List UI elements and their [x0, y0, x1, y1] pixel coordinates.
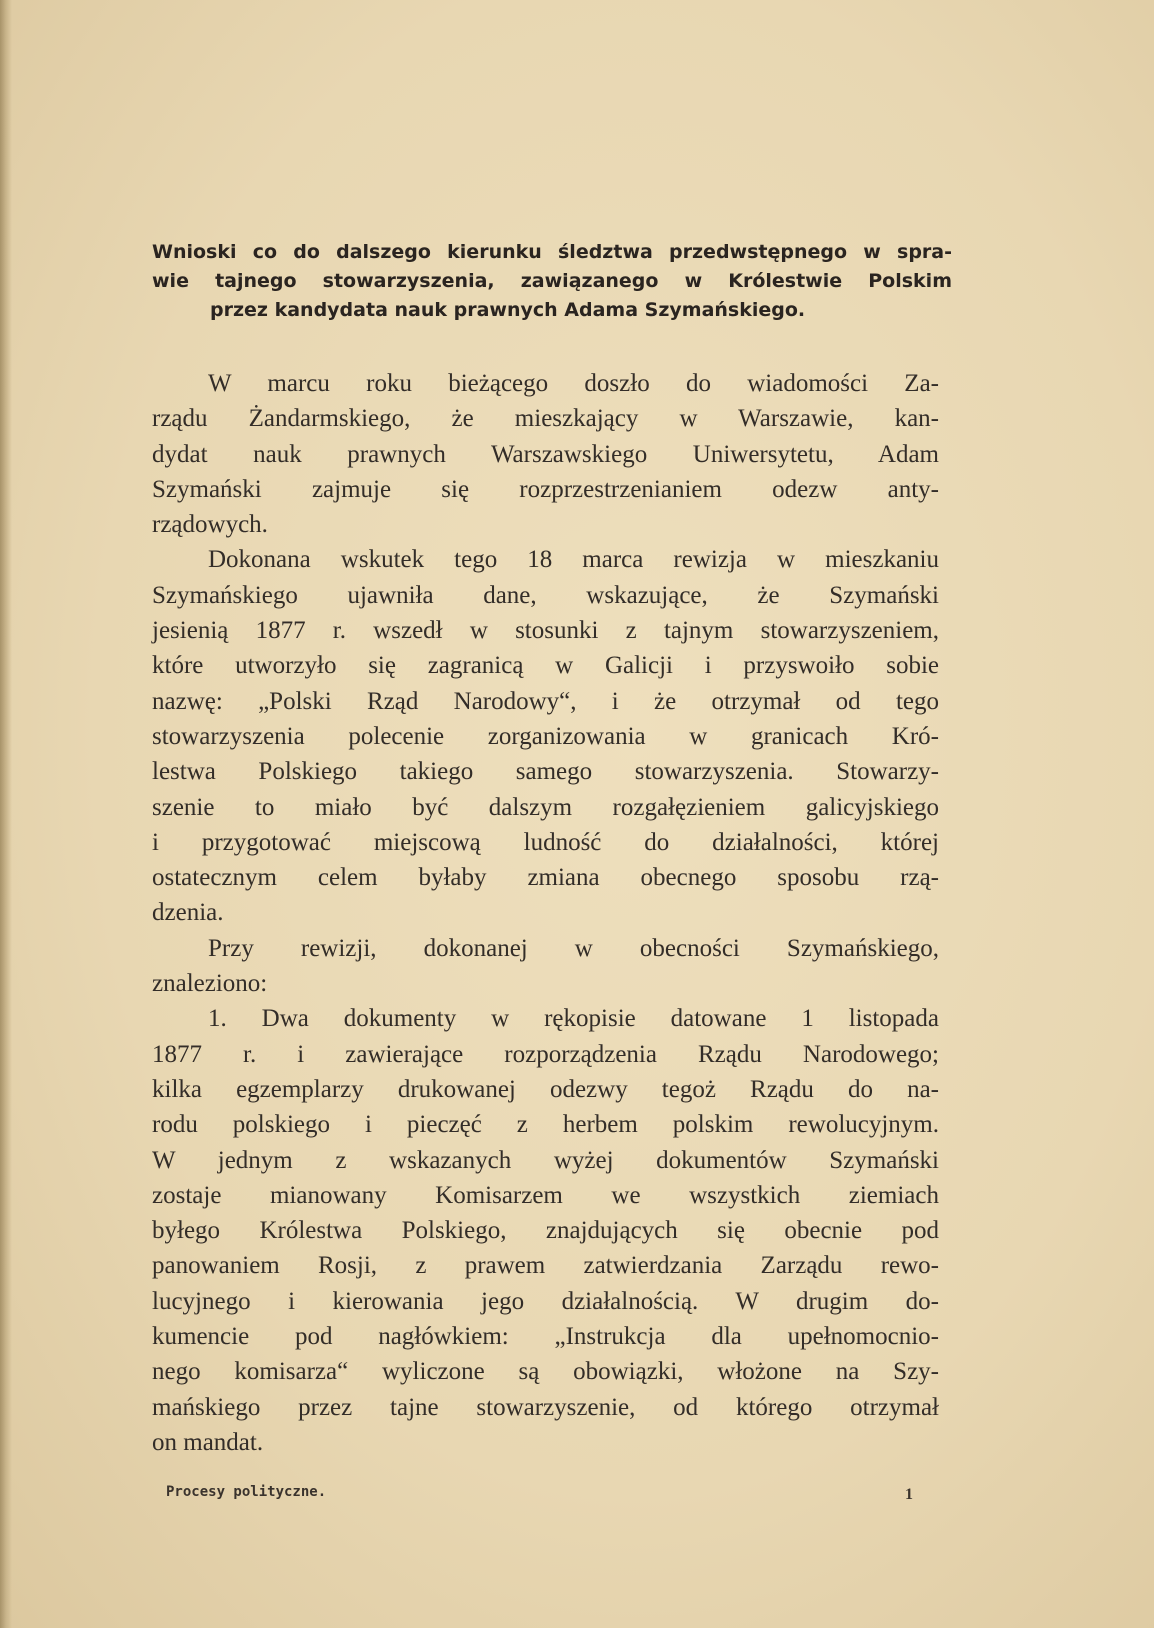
page-number: 1: [905, 1486, 913, 1503]
body-line: szenie to miało być dalszym rozgałęzieniem galicyjskiego: [152, 793, 939, 821]
body-line: nazwę: „Polski Rząd Narodowy“, i że otrzymał od tego: [152, 687, 939, 715]
body-line: które utworzyło się zagranicą w Galicji i przyswoiło sobie: [152, 652, 939, 680]
body-line: lucyjnego i kierowania jego działalnością. W drugim do-: [152, 1287, 939, 1315]
body-line: Dokonana wskutek tego 18 marca rewizja w mieszkaniu: [208, 546, 939, 574]
body-line: 1877 r. i zawierające rozporządzenia Rządu Narodowego;: [152, 1040, 939, 1068]
heading-line: Wnioski co do dalszego kierunku śledztwa przedwstępnego w spra-: [152, 241, 952, 263]
body-line: zostaje mianowany Komisarzem we wszystkich ziemiach: [152, 1181, 939, 1209]
body-line: W marcu roku bieżącego doszło do wiadomości Za-: [208, 370, 939, 397]
footer-title: Procesy polityczne.: [166, 1484, 327, 1500]
document-heading: [152, 238, 952, 325]
body-line: on mandat.: [152, 1428, 264, 1456]
body-line: Szymańskiego ujawniła dane, wskazujące, że Szymański: [152, 581, 939, 609]
body-line: nego komisarza“ wyliczone są obowiązki, włożone na Szy-: [152, 1358, 939, 1386]
body-line: znaleziono:: [152, 970, 268, 998]
body-line: byłego Królestwa Polskiego, znajdujących się obecnie pod: [152, 1217, 939, 1245]
body-line: i przygotować miejscową ludność do działalności, której: [152, 828, 939, 856]
body-line: kumencie pod nagłówkiem: „Instrukcja dla upełnomocnio-: [152, 1323, 939, 1351]
body-line: dzenia.: [152, 899, 224, 927]
body-line: jesienią 1877 r. wszedł w stosunki z tajnym stowarzyszeniem,: [152, 617, 939, 645]
body-line: Przy rewizji, dokonanej w obecności Szymańskiego,: [208, 934, 939, 962]
body-line: 1. Dwa dokumenty w rękopisie datowane 1 listopada: [208, 1005, 939, 1033]
body-line: W jednym z wskazanych wyżej dokumentów Szymański: [152, 1146, 939, 1174]
heading-line: przez kandydata nauk prawnych Adama Szymańskiego.: [210, 299, 806, 321]
body-line: mańskiego przez tajne stowarzyszenie, od którego otrzymał: [152, 1393, 939, 1421]
body-line: lestwa Polskiego takiego samego stowarzyszenia. Stowarzy-: [152, 758, 939, 786]
body-line: dydat nauk prawnych Warszawskiego Uniwersytetu, Adam: [152, 440, 939, 468]
body-line: rodu polskiego i pieczęć z herbem polskim rewolucyjnym.: [152, 1111, 939, 1139]
body-line: rządowych.: [152, 511, 268, 539]
body-line: rządu Żandarmskiego, że mieszkający w Warszawie, kan-: [152, 405, 939, 433]
body-line: ostatecznym celem byłaby zmiana obecnego sposobu rzą-: [152, 864, 939, 892]
document-body: [152, 366, 939, 1460]
body-line: kilka egzemplarzy drukowanej odezwy tegoż Rządu do na-: [152, 1075, 939, 1103]
body-line: Szymański zajmuje się rozprzestrzenianiem odezw anty-: [152, 475, 939, 503]
body-line: panowaniem Rosji, z prawem zatwierdzania Zarządu rewo-: [152, 1252, 939, 1280]
body-line: stowarzyszenia polecenie zorganizowania w granicach Kró-: [152, 722, 939, 750]
binding-edge: [0, 0, 12, 1628]
heading-line: wie tajnego stowarzyszenia, zawiązanego w Królestwie Polskim: [152, 270, 952, 292]
